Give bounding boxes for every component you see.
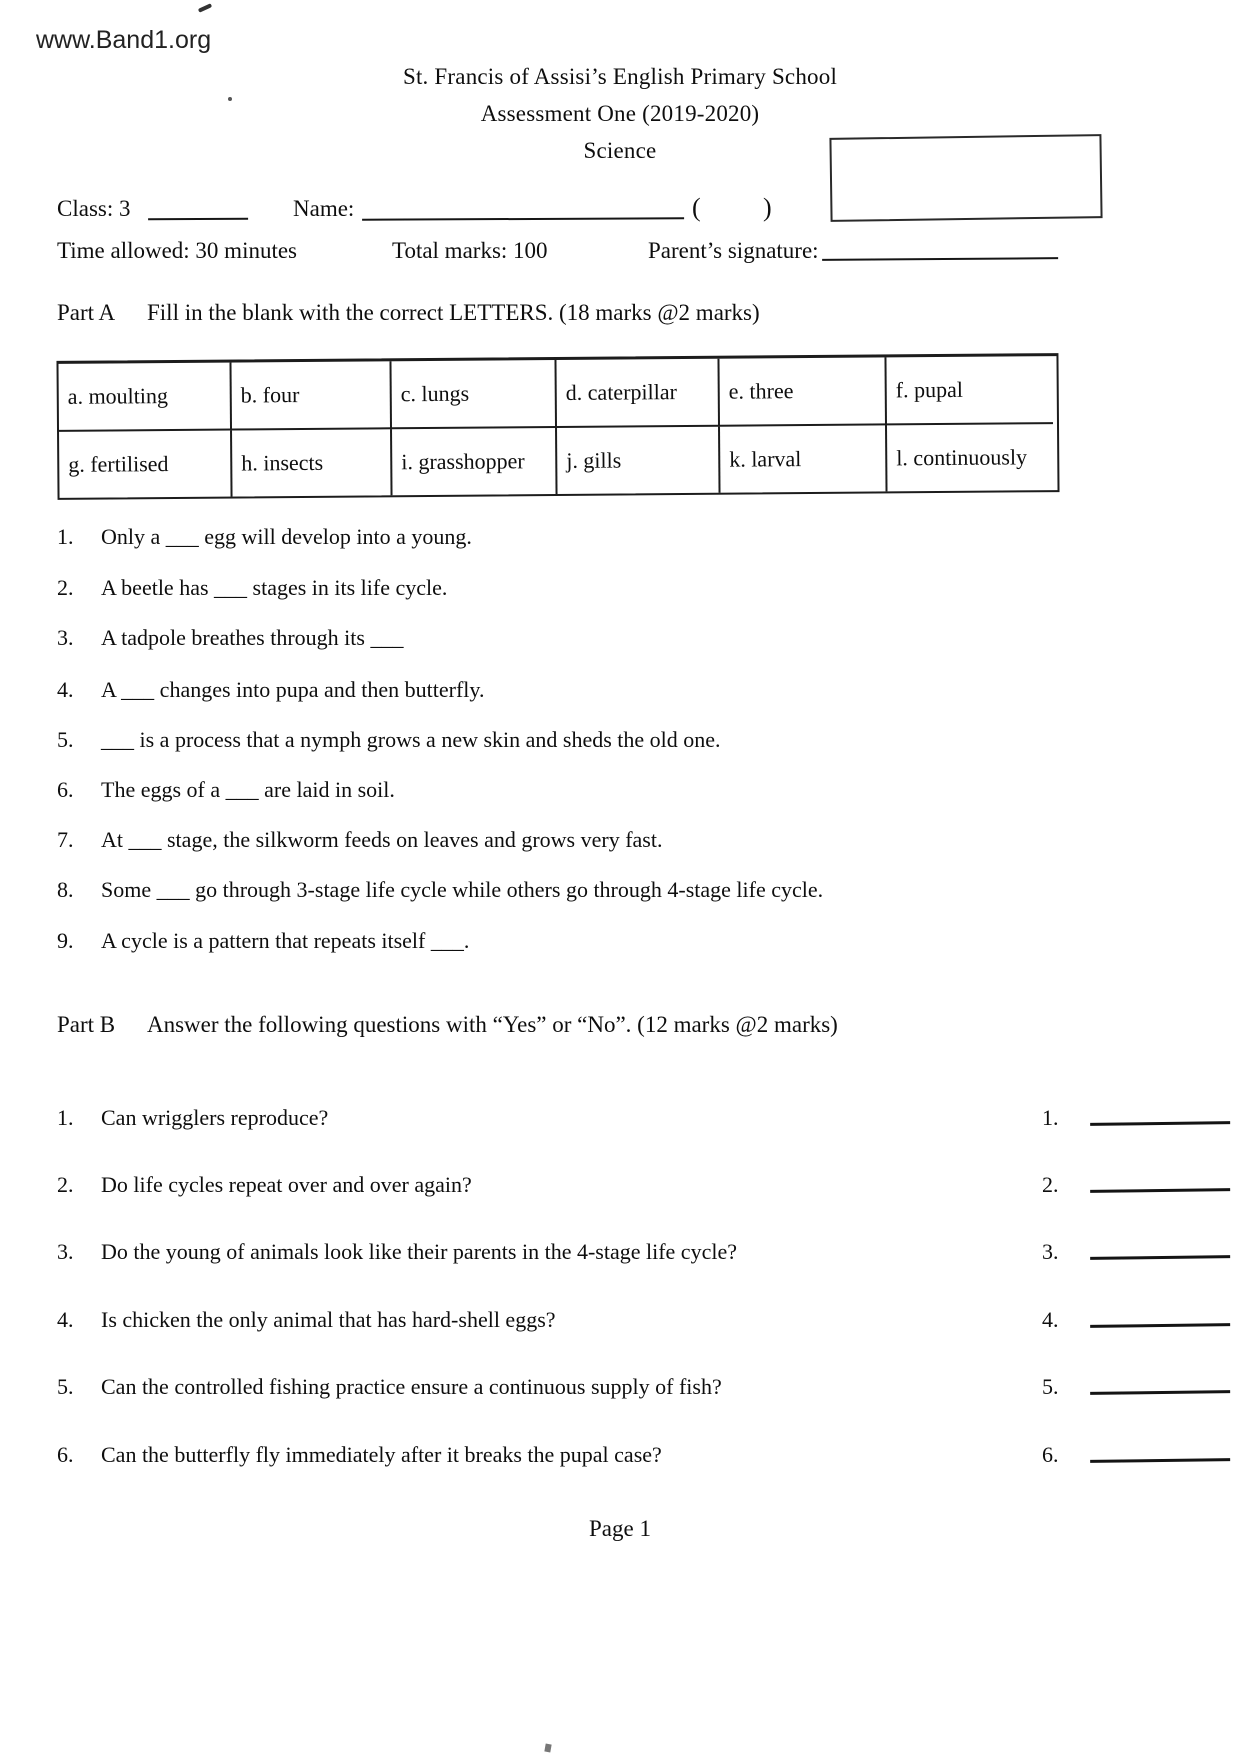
question-text: A ___ changes into pupa and then butterfly.: [101, 677, 485, 702]
name-blank-line: [362, 177, 684, 220]
answer-blank-line: [1090, 1432, 1230, 1463]
word-bank-cell: g. fertilised: [59, 431, 233, 498]
question-number: 6.: [57, 1442, 74, 1467]
class-blank-line: [148, 178, 248, 220]
part-b-question: [57, 1230, 1237, 1265]
part-a-question: [57, 928, 957, 954]
question-number: 3.: [57, 625, 74, 650]
question-number: 1.: [57, 524, 74, 549]
answer-slot: [1042, 1163, 1237, 1198]
word-bank-table: [56, 353, 1059, 500]
subject-title: Science: [583, 138, 657, 163]
question-number: 8.: [57, 877, 74, 902]
answer-blank-line: [1090, 1162, 1230, 1193]
site-watermark: www.Band1.org: [36, 26, 212, 54]
word-bank-cell: i. grasshopper: [392, 428, 558, 495]
question-text: Can wrigglers reproduce?: [101, 1105, 329, 1130]
question-number: 6.: [57, 777, 74, 802]
question-number: 2.: [57, 575, 74, 600]
question-number: 2.: [57, 1172, 74, 1197]
score-box: [829, 134, 1102, 222]
assessment-title: Assessment One (2019-2020): [480, 101, 760, 126]
question-number: 9.: [57, 928, 74, 953]
part-b-question: [57, 1433, 1237, 1468]
part-b-header: [57, 1012, 838, 1038]
part-b-question: [57, 1365, 1237, 1400]
answer-number: 2.: [1042, 1172, 1059, 1197]
answer-slot: [1042, 1230, 1237, 1265]
question-text: Can the controlled fishing practice ensure a continuous supply of fish?: [101, 1374, 722, 1399]
part-a-question: [57, 575, 957, 601]
part-b-instruction: Answer the following questions with “Yes” or “No”. (12 marks @2 marks): [147, 1012, 838, 1037]
page-number: Page 1: [589, 1516, 651, 1541]
word-bank-cell: e. three: [719, 357, 887, 426]
part-b-label: Part B: [57, 1012, 116, 1037]
answer-blank-line: [1090, 1229, 1230, 1260]
question-number: 4.: [57, 1307, 74, 1332]
part-b-question: [57, 1096, 1237, 1131]
class-number-paren-open: (: [692, 193, 701, 222]
question-number: 5.: [57, 1374, 74, 1399]
question-number: 4.: [57, 677, 74, 702]
word-bank-cell: d. caterpillar: [556, 359, 720, 428]
word-bank-cell: h. insects: [232, 429, 393, 496]
school-name: St. Francis of Assisi’s English Primary School: [402, 64, 838, 89]
answer-blank-line: [1090, 1095, 1230, 1126]
question-text: At ___ stage, the silkworm feeds on leaves and grows very fast.: [101, 827, 663, 852]
class-number-paren-close: ): [763, 193, 772, 222]
part-a-question: [57, 827, 957, 853]
question-number: 5.: [57, 727, 74, 752]
answer-blank-line: [1090, 1297, 1230, 1328]
question-text: Is chicken the only animal that has hard-shell eggs?: [101, 1307, 556, 1332]
question-number: 7.: [57, 827, 74, 852]
name-label: Name:: [293, 196, 355, 221]
part-a-question: [57, 524, 957, 550]
answer-number: 6.: [1042, 1442, 1059, 1467]
answer-number: 1.: [1042, 1105, 1059, 1130]
answer-blank-line: [1090, 1364, 1230, 1395]
word-bank-cell: k. larval: [720, 425, 888, 492]
question-text: Only a ___ egg will develop into a young.: [101, 524, 472, 549]
scan-artifact-tick: [198, 3, 212, 13]
word-bank-cell: c. lungs: [391, 360, 557, 429]
word-bank-cell: l. continuously: [896, 444, 1028, 471]
part-a-question: [57, 625, 957, 651]
total-marks-label: Total marks: 100: [392, 238, 548, 263]
answer-number: 4.: [1042, 1307, 1059, 1332]
part-a-question: [57, 727, 957, 753]
question-number: 1.: [57, 1105, 74, 1130]
word-bank-cell: f. pupal: [886, 356, 1053, 425]
answer-slot: [1042, 1433, 1237, 1468]
question-text: ___ is a process that a nymph grows a new skin and sheds the old one.: [101, 727, 721, 752]
part-a-instruction: Fill in the blank with the correct LETTERS. (18 marks @2 marks): [147, 300, 760, 325]
word-bank-cell: a. moulting: [58, 363, 232, 432]
answer-number: 5.: [1042, 1374, 1059, 1399]
answer-slot: [1042, 1096, 1237, 1131]
question-text: Some ___ go through 3-stage life cycle while others go through 4-stage life cycle.: [101, 877, 824, 902]
word-bank-cell: j. gills: [557, 427, 721, 494]
answer-slot: [1042, 1298, 1237, 1333]
answer-number: 3.: [1042, 1239, 1059, 1264]
part-a-question: [57, 677, 957, 703]
scan-artifact-bottom: [544, 1744, 551, 1753]
word-bank-cell: b. four: [231, 361, 392, 430]
question-text: A beetle has ___ stages in its life cycle.: [101, 575, 448, 600]
part-b-question: [57, 1163, 1237, 1198]
question-text: The eggs of a ___ are laid in soil.: [101, 777, 395, 802]
question-text: A cycle is a pattern that repeats itself ___.: [101, 928, 470, 953]
time-allowed-label: Time allowed: 30 minutes: [57, 238, 298, 263]
class-label: Class: 3: [57, 196, 131, 221]
part-a-label: Part A: [57, 300, 116, 325]
answer-slot: [1042, 1365, 1237, 1400]
part-a-question: [57, 877, 957, 903]
parent-signature-label: Parent’s signature:: [648, 238, 819, 263]
part-a-question: [57, 777, 957, 803]
part-b-question: [57, 1298, 1237, 1333]
question-text: Can the butterfly fly immediately after it breaks the pupal case?: [101, 1442, 662, 1467]
question-number: 3.: [57, 1239, 74, 1264]
part-a-header: [57, 300, 760, 326]
question-text: Do the young of animals look like their parents in the 4-stage life cycle?: [101, 1239, 737, 1264]
parent-signature-blank-line: [822, 221, 1058, 261]
question-text: A tadpole breathes through its ___: [101, 625, 404, 650]
question-text: Do life cycles repeat over and over again?: [101, 1172, 472, 1197]
